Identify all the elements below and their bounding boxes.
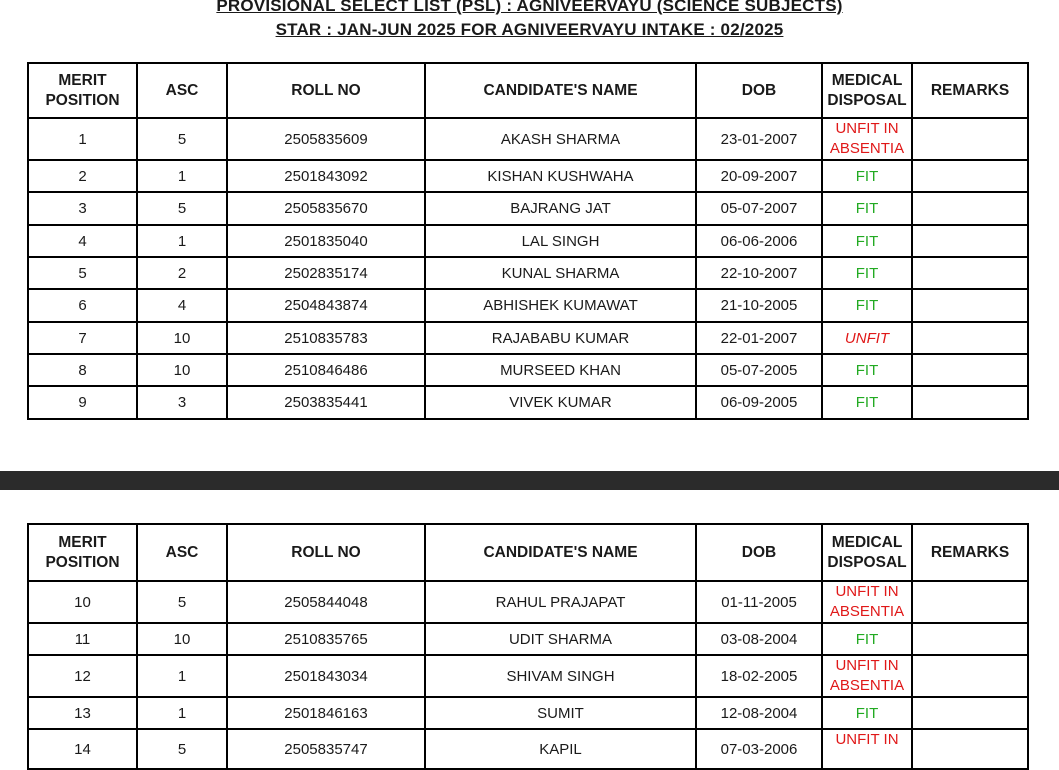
table-row	[28, 729, 1028, 769]
cell-medical: FIT	[822, 160, 912, 192]
cell-remarks	[912, 386, 1028, 419]
table-row	[28, 118, 1028, 160]
cell-dob: 22-10-2007	[696, 257, 822, 289]
col-roll-no: ROLL NO	[227, 63, 425, 118]
cell-merit: 9	[28, 386, 137, 419]
table-row	[28, 697, 1028, 729]
cell-merit: 12	[28, 655, 137, 697]
cell-roll: 2510835783	[227, 322, 425, 354]
cell-merit: 14	[28, 729, 137, 769]
cell-merit: 5	[28, 257, 137, 289]
cell-merit: 1	[28, 118, 137, 160]
cell-medical: FIT	[822, 623, 912, 655]
table-header-row	[28, 63, 1028, 118]
cell-asc: 4	[137, 289, 227, 322]
cell-medical: FIT	[822, 289, 912, 322]
page-break-divider	[0, 471, 1059, 490]
cell-roll: 2505835747	[227, 729, 425, 769]
cell-name: UDIT SHARMA	[425, 623, 696, 655]
cell-remarks	[912, 118, 1028, 160]
cell-roll: 2504843874	[227, 289, 425, 322]
cell-roll: 2502835174	[227, 257, 425, 289]
cell-name: KISHAN KUSHWAHA	[425, 160, 696, 192]
title-line-1: PROVISIONAL SELECT LIST (PSL) : AGNIVEERVAYU (SCIENCE SUBJECTS)	[216, 0, 843, 15]
cell-dob: 03-08-2004	[696, 623, 822, 655]
col-candidate-name: CANDIDATE'S NAME	[425, 63, 696, 118]
col-medical-disposal: MEDICAL DISPOSAL	[822, 524, 912, 581]
cell-dob: 06-06-2006	[696, 225, 822, 257]
cell-asc: 2	[137, 257, 227, 289]
cell-merit: 4	[28, 225, 137, 257]
col-candidate-name: CANDIDATE'S NAME	[425, 524, 696, 581]
cell-asc: 5	[137, 581, 227, 623]
cell-asc: 10	[137, 623, 227, 655]
cell-roll: 2505835609	[227, 118, 425, 160]
cell-merit: 3	[28, 192, 137, 225]
cell-dob: 05-07-2005	[696, 354, 822, 386]
col-dob: DOB	[696, 63, 822, 118]
cell-asc: 1	[137, 697, 227, 729]
cell-roll: 2501843034	[227, 655, 425, 697]
cell-name: AKASH SHARMA	[425, 118, 696, 160]
table-row	[28, 354, 1028, 386]
cell-asc: 5	[137, 118, 227, 160]
cell-dob: 21-10-2005	[696, 289, 822, 322]
table-row	[28, 160, 1028, 192]
col-merit-position: MERIT POSITION	[28, 524, 137, 581]
cell-merit: 8	[28, 354, 137, 386]
cell-merit: 6	[28, 289, 137, 322]
cell-name: MURSEED KHAN	[425, 354, 696, 386]
table-row	[28, 386, 1028, 419]
cell-medical: FIT	[822, 225, 912, 257]
cell-dob: 20-09-2007	[696, 160, 822, 192]
cell-remarks	[912, 697, 1028, 729]
cell-asc: 3	[137, 386, 227, 419]
cell-dob: 12-08-2004	[696, 697, 822, 729]
table-row	[28, 225, 1028, 257]
cell-remarks	[912, 289, 1028, 322]
cell-medical: UNFIT IN	[822, 729, 912, 769]
cell-merit: 10	[28, 581, 137, 623]
table-row	[28, 623, 1028, 655]
cell-dob: 07-03-2006	[696, 729, 822, 769]
cell-name: VIVEK KUMAR	[425, 386, 696, 419]
cell-dob: 05-07-2007	[696, 192, 822, 225]
cell-name: LAL SINGH	[425, 225, 696, 257]
table-row	[28, 581, 1028, 623]
page-title	[0, 0, 1059, 16]
cell-asc: 5	[137, 729, 227, 769]
cell-asc: 1	[137, 160, 227, 192]
page-subtitle	[0, 20, 1059, 40]
cell-remarks	[912, 729, 1028, 769]
cell-name: KAPIL	[425, 729, 696, 769]
cell-remarks	[912, 623, 1028, 655]
cell-remarks	[912, 160, 1028, 192]
psl-table-1	[27, 62, 1029, 420]
cell-dob: 18-02-2005	[696, 655, 822, 697]
cell-dob: 22-01-2007	[696, 322, 822, 354]
cell-medical: UNFIT	[822, 322, 912, 354]
cell-merit: 13	[28, 697, 137, 729]
cell-asc: 1	[137, 225, 227, 257]
cell-asc: 10	[137, 322, 227, 354]
cell-name: RAHUL PRAJAPAT	[425, 581, 696, 623]
cell-medical: UNFIT IN ABSENTIA	[822, 118, 912, 160]
col-asc: ASC	[137, 63, 227, 118]
col-medical-disposal: MEDICAL DISPOSAL	[822, 63, 912, 118]
col-asc: ASC	[137, 524, 227, 581]
cell-remarks	[912, 354, 1028, 386]
table-row	[28, 257, 1028, 289]
cell-remarks	[912, 225, 1028, 257]
cell-medical: UNFIT IN ABSENTIA	[822, 655, 912, 697]
cell-roll: 2505844048	[227, 581, 425, 623]
table-header-row	[28, 524, 1028, 581]
table-row	[28, 289, 1028, 322]
cell-dob: 01-11-2005	[696, 581, 822, 623]
cell-name: SHIVAM SINGH	[425, 655, 696, 697]
cell-asc: 5	[137, 192, 227, 225]
table-row	[28, 322, 1028, 354]
cell-medical: FIT	[822, 354, 912, 386]
cell-asc: 10	[137, 354, 227, 386]
cell-remarks	[912, 655, 1028, 697]
table-row	[28, 655, 1028, 697]
cell-merit: 11	[28, 623, 137, 655]
cell-name: BAJRANG JAT	[425, 192, 696, 225]
cell-name: KUNAL SHARMA	[425, 257, 696, 289]
cell-remarks	[912, 192, 1028, 225]
cell-roll: 2501846163	[227, 697, 425, 729]
table-row	[28, 192, 1028, 225]
title-line-2: STAR : JAN-JUN 2025 FOR AGNIVEERVAYU INTAKE : 02/2025	[275, 20, 784, 39]
cell-medical: UNFIT IN ABSENTIA	[822, 581, 912, 623]
cell-roll: 2505835670	[227, 192, 425, 225]
psl-table-2	[27, 523, 1029, 770]
cell-medical: FIT	[822, 257, 912, 289]
cell-merit: 2	[28, 160, 137, 192]
cell-remarks	[912, 322, 1028, 354]
cell-name: RAJABABU KUMAR	[425, 322, 696, 354]
cell-name: SUMIT	[425, 697, 696, 729]
cell-roll: 2510835765	[227, 623, 425, 655]
col-roll-no: ROLL NO	[227, 524, 425, 581]
cell-medical: FIT	[822, 192, 912, 225]
cell-asc: 1	[137, 655, 227, 697]
cell-roll: 2501843092	[227, 160, 425, 192]
col-remarks: REMARKS	[912, 524, 1028, 581]
col-remarks: REMARKS	[912, 63, 1028, 118]
cell-roll: 2501835040	[227, 225, 425, 257]
cell-medical: FIT	[822, 386, 912, 419]
col-dob: DOB	[696, 524, 822, 581]
cell-remarks	[912, 581, 1028, 623]
col-merit-position: MERIT POSITION	[28, 63, 137, 118]
cell-dob: 06-09-2005	[696, 386, 822, 419]
cell-roll: 2510846486	[227, 354, 425, 386]
cell-medical: FIT	[822, 697, 912, 729]
cell-roll: 2503835441	[227, 386, 425, 419]
cell-merit: 7	[28, 322, 137, 354]
cell-name: ABHISHEK KUMAWAT	[425, 289, 696, 322]
cell-remarks	[912, 257, 1028, 289]
cell-dob: 23-01-2007	[696, 118, 822, 160]
